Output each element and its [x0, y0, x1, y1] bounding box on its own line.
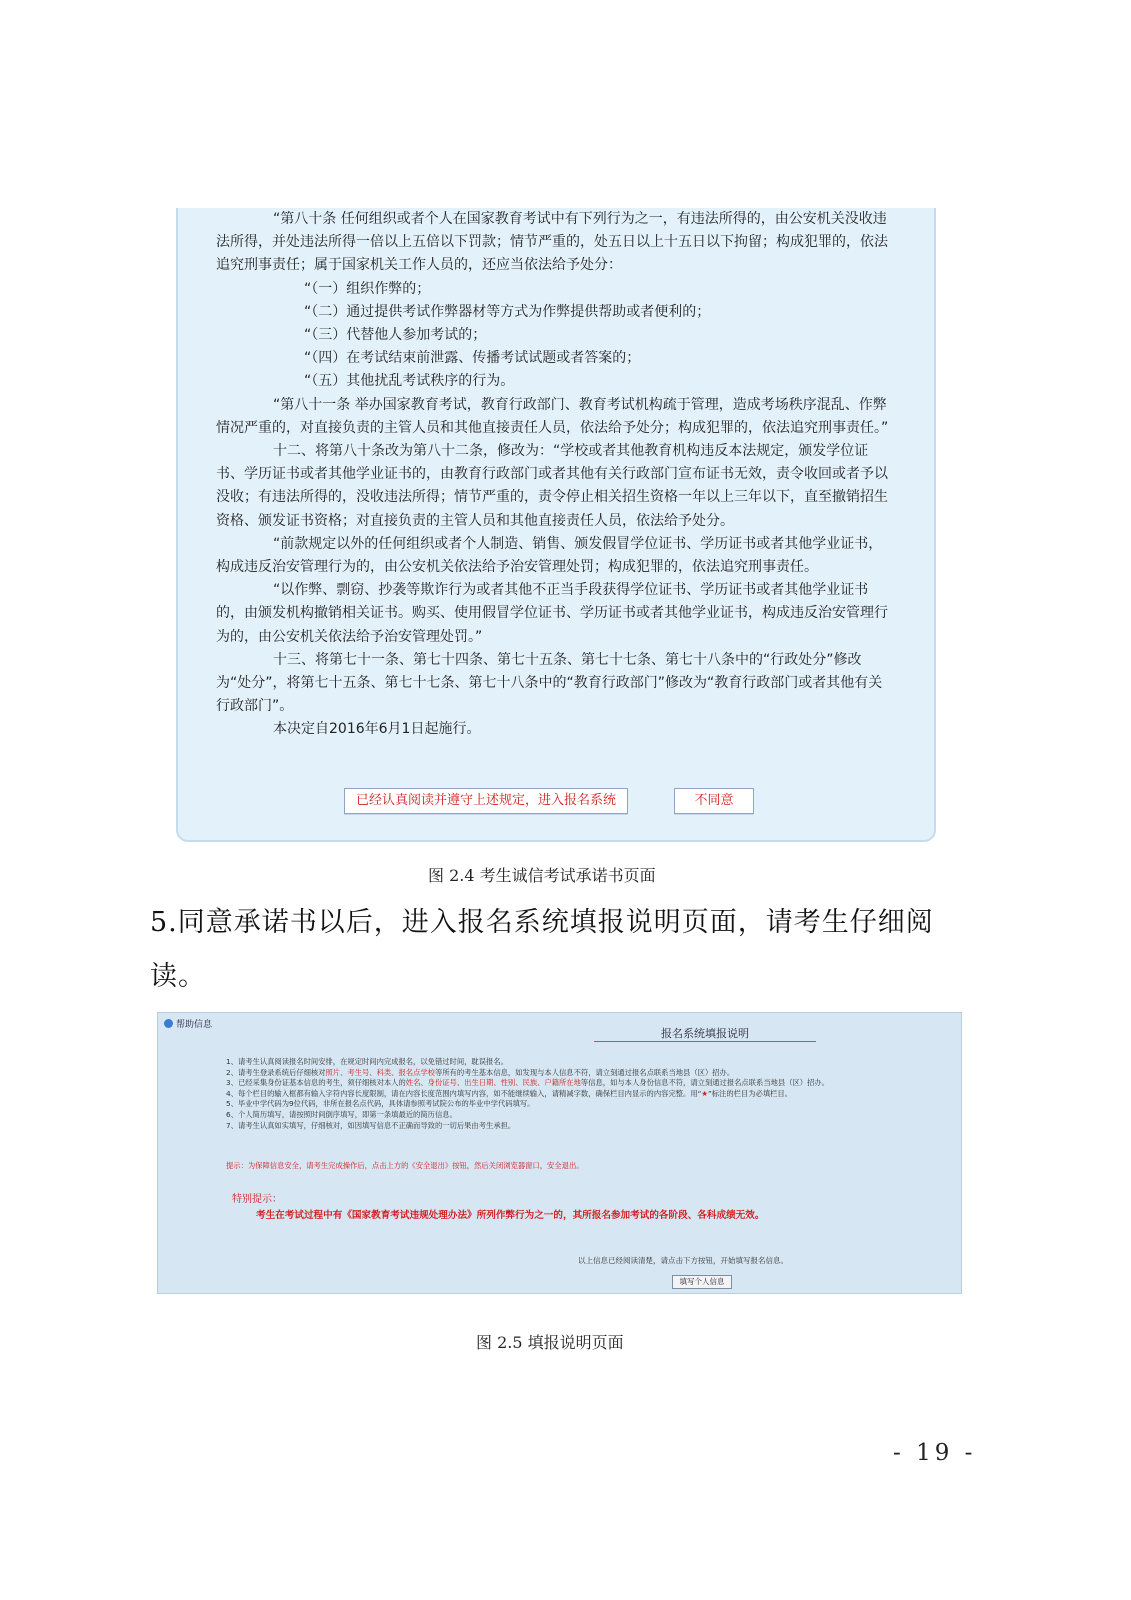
title-underline — [594, 1041, 816, 1042]
highlight-text: 姓名、身份证号、出生日期、性别、民族、户籍所在地 — [405, 1078, 581, 1088]
instruction-text: 3、已经采集身份证基本信息的考生，须仔细核对本人的 — [226, 1078, 406, 1088]
pledge-paragraph: “（一）组织作弊的； — [304, 280, 431, 297]
instruction-text: 2、请考生登录系统后仔细核对 — [226, 1067, 326, 1077]
pledge-paragraph: “以作弊、剽窃、抄袭等欺诈行为或者其他不正当手段获得学位证书、学历证书或者其他学业证书的，由颁发机构撤销相关证书。购买、使用假冒学位证书、学历证书或者其他学业证书，构成违反治安管理行为的，由公安机关依法给予治安管理处罚。” — [216, 582, 888, 645]
instruction-text: ”标注的栏目为必填栏目。 — [707, 1088, 793, 1098]
instruction-item — [226, 1068, 946, 1079]
instruction-item — [226, 1110, 946, 1121]
instruction-item — [226, 1099, 946, 1110]
special-notice-body: 考生在考试过程中有《国家教育考试违规处理办法》所列作弊行为之一的，其所报名参加考试的各阶段、各科成绩无效。 — [256, 1210, 765, 1221]
instructions-title: 报名系统填报说明 — [661, 1027, 749, 1040]
instructions-screenshot — [157, 1012, 962, 1294]
highlight-text: ★ — [701, 1088, 708, 1098]
page-number: - 19 - — [893, 1440, 977, 1466]
instruction-item — [226, 1089, 946, 1100]
instruction-text: 等所有的考生基本信息，如发现与本人信息不符，请立刻通过报名点联系当地县（区）招办。 — [434, 1067, 735, 1077]
fill-info-button[interactable]: 填写个人信息 — [672, 1275, 732, 1289]
pledge-paragraph: “第八十条 任何组织或者个人在国家教育考试中有下列行为之一，有违法所得的，由公安机关没收违法所得，并处违法所得一倍以上五倍以下罚款；情节严重的，处五日以上十五日以下拘留；构成犯罪的，依法追究刑事责任；属于国家机关工作人员的，还应当依法给予处分： — [216, 211, 888, 274]
disagree-button[interactable]: 不同意 — [674, 788, 754, 814]
instruction-text: 4、每个栏目的输入框都有输入字符内容长度限制，请在内容长度范围内填写内容，如不能继续输入，请精减字数，确保栏目内显示的内容完整。用“ — [226, 1088, 702, 1098]
instructions-list — [226, 1057, 946, 1131]
pledge-paragraph: “第八十一条 举办国家教育考试，教育行政部门、教育考试机构疏于管理，造成考场秩序混乱、作弊情况严重的，对直接负责的主管人员和其他直接责任人员，依法给予处分；构成犯罪的，依法追究刑事责任。” — [216, 396, 889, 436]
instruction-text: 7、请考生认真如实填写，仔细核对，如因填写信息不正确而导致的一切后果由考生承担。 — [226, 1120, 516, 1130]
instruction-text: 6、个人简历填写，请按照时间倒序填写，即第一条填最近的简历信息。 — [226, 1109, 457, 1119]
pledge-paragraph: 本决定自2016年6月1日起施行。 — [273, 721, 481, 738]
figure-caption-2-5: 图 2.5 填报说明页面 — [476, 1333, 624, 1352]
info-icon — [164, 1019, 173, 1028]
instruction-item — [226, 1078, 946, 1089]
help-label: 帮助信息 — [176, 1020, 213, 1030]
help-header — [164, 1017, 212, 1030]
pledge-text — [216, 208, 896, 742]
instruction-text: 等信息，如与本人身份信息不符，请立刻通过报名点联系当地县（区）招办。 — [580, 1078, 829, 1088]
body-paragraph: 5.同意承诺书以后，进入报名系统填报说明页面，请考生仔细阅读。 — [150, 907, 934, 992]
special-notice-heading: 特别提示： — [232, 1194, 282, 1205]
instruction-item — [226, 1121, 946, 1132]
pledge-paragraph: “前款规定以外的任何组织或者个人制造、销售、颁发假冒学位证书、学历证书或者其他学业证书，构成违反治安管理行为的，由公安机关依法给予治安管理处罚；构成犯罪的，依法追究刑事责任。 — [216, 535, 883, 576]
pledge-paragraph: “（四）在考试结束前泄露、传播考试试题或者答案的； — [304, 350, 641, 367]
security-tip: 提示：为保障信息安全，请考生完成操作后，点击上方的《安全退出》按钮，然后关闭浏览器窗口，安全退出。 — [226, 1161, 584, 1170]
instruction-item — [226, 1057, 946, 1068]
read-notice: 以上信息已经阅读清楚，请点击下方按钮，开始填写报名信息。 — [578, 1256, 788, 1265]
pledge-paragraph: “（三）代替他人参加考试的； — [304, 327, 487, 344]
instruction-text: 5、毕业中学代码为9位代码，非所在报名点代码，具体请参照考试院公布的毕业中学代码填写。 — [226, 1099, 535, 1109]
instruction-text: 1、请考生认真阅读报名时间安排，在规定时间内完成报名，以免错过时间，耽误报名。 — [226, 1057, 508, 1066]
pledge-paragraph: 十三、将第七十一条、第七十四条、第七十五条、第七十七条、第七十八条中的“行政处分”修改为“处分”，将第七十五条、第七十七条、第七十八条中的“教育行政部门”修改为“教育行政部门或者其他有关行政部门”。 — [216, 651, 883, 715]
figure-caption-2-4: 图 2.4 考生诚信考试承诺书页面 — [428, 866, 656, 885]
highlight-text: 照片、考生号、科类、报名点学校 — [325, 1067, 435, 1077]
pledge-paragraph: “（五）其他扰乱考试秩序的行为。 — [304, 373, 515, 390]
agree-button[interactable]: 已经认真阅读并遵守上述规定，进入报名系统 — [344, 788, 628, 814]
pledge-screenshot — [176, 208, 936, 842]
pledge-paragraph: 十二、将第八十条改为第八十二条，修改为：“学校或者其他教育机构违反本法规定，颁发学位证书、学历证书或者其他学业证书的，由教育行政部门或者其他有关行政部门宣布证书无效，责令收回或者予以没收；有违法所得的，没收违法所得；情节严重的，责令停止相关招生资格一年以上三年以下，直至撤销招生资格、颁发证书资格；对直接负责的主管人员和其他直接责任人员，依法给予处分。 — [216, 443, 888, 529]
pledge-paragraph: “（二）通过提供考试作弊器材等方式为作弊提供帮助或者便利的； — [304, 303, 711, 320]
